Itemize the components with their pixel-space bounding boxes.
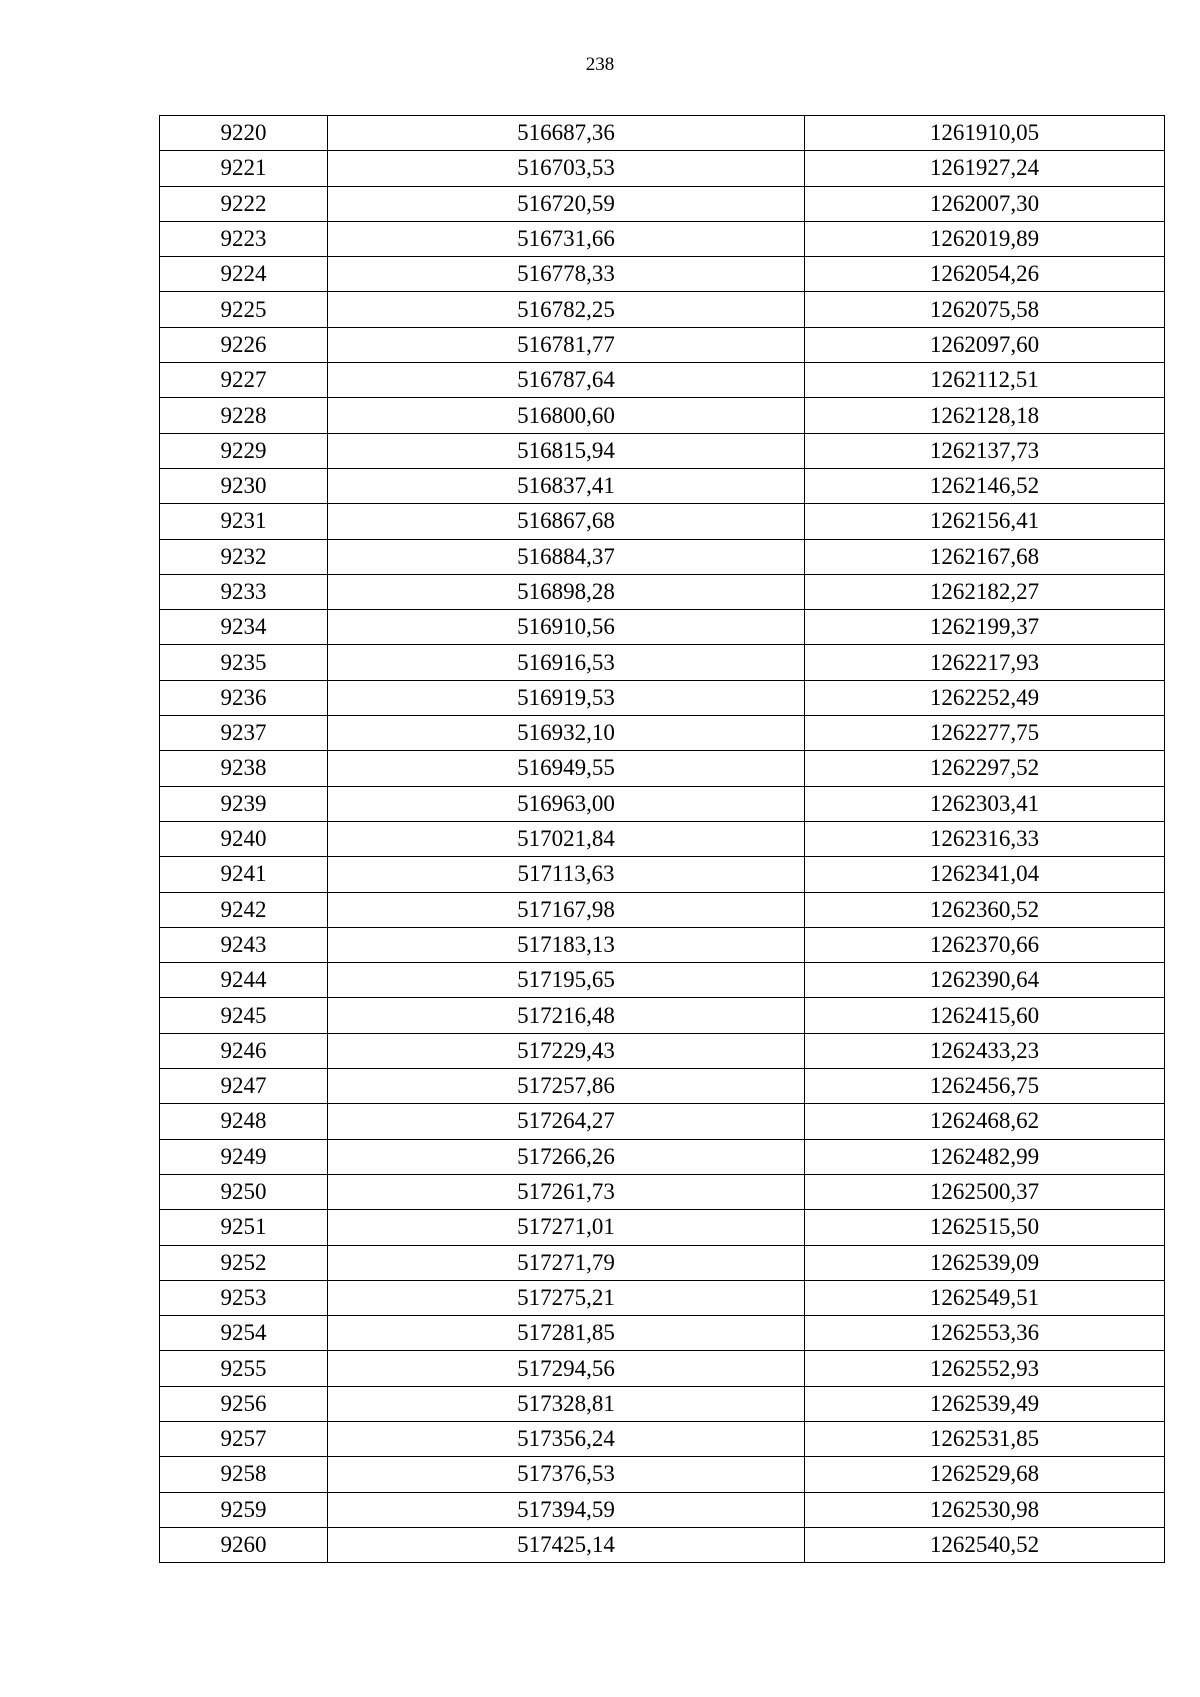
x-coordinate-cell: 517257,86 bbox=[328, 1069, 805, 1104]
y-coordinate-cell: 1262539,49 bbox=[805, 1386, 1165, 1421]
y-coordinate-cell: 1262500,37 bbox=[805, 1174, 1165, 1209]
table-body bbox=[160, 116, 1165, 1563]
point-number-cell: 9223 bbox=[160, 221, 328, 256]
y-coordinate-cell: 1262007,30 bbox=[805, 186, 1165, 221]
x-coordinate-cell: 517294,56 bbox=[328, 1351, 805, 1386]
table-row bbox=[160, 1174, 1165, 1209]
table-row bbox=[160, 151, 1165, 186]
x-coordinate-cell: 517271,01 bbox=[328, 1210, 805, 1245]
point-number-cell: 9229 bbox=[160, 433, 328, 468]
y-coordinate-cell: 1262156,41 bbox=[805, 504, 1165, 539]
y-coordinate-cell: 1262540,52 bbox=[805, 1527, 1165, 1562]
y-coordinate-cell: 1262530,98 bbox=[805, 1492, 1165, 1527]
table-row bbox=[160, 716, 1165, 751]
x-coordinate-cell: 516898,28 bbox=[328, 574, 805, 609]
x-coordinate-cell: 516782,25 bbox=[328, 292, 805, 327]
table-row bbox=[160, 186, 1165, 221]
table-row bbox=[160, 751, 1165, 786]
x-coordinate-cell: 517264,27 bbox=[328, 1104, 805, 1139]
x-coordinate-cell: 516932,10 bbox=[328, 716, 805, 751]
table-row bbox=[160, 363, 1165, 398]
y-coordinate-cell: 1262549,51 bbox=[805, 1280, 1165, 1315]
y-coordinate-cell: 1262167,68 bbox=[805, 539, 1165, 574]
y-coordinate-cell: 1262128,18 bbox=[805, 398, 1165, 433]
point-number-cell: 9220 bbox=[160, 116, 328, 151]
point-number-cell: 9249 bbox=[160, 1139, 328, 1174]
x-coordinate-cell: 517271,79 bbox=[328, 1245, 805, 1280]
point-number-cell: 9259 bbox=[160, 1492, 328, 1527]
x-coordinate-cell: 517425,14 bbox=[328, 1527, 805, 1562]
coordinates-table bbox=[159, 115, 1165, 1563]
y-coordinate-cell: 1262360,52 bbox=[805, 892, 1165, 927]
x-coordinate-cell: 516703,53 bbox=[328, 151, 805, 186]
table-row bbox=[160, 1527, 1165, 1562]
table-row bbox=[160, 327, 1165, 362]
table-row bbox=[160, 574, 1165, 609]
table-row bbox=[160, 998, 1165, 1033]
point-number-cell: 9241 bbox=[160, 857, 328, 892]
y-coordinate-cell: 1262531,85 bbox=[805, 1421, 1165, 1456]
x-coordinate-cell: 517328,81 bbox=[328, 1386, 805, 1421]
table-row bbox=[160, 821, 1165, 856]
table-row bbox=[160, 963, 1165, 998]
table-row bbox=[160, 116, 1165, 151]
point-number-cell: 9234 bbox=[160, 610, 328, 645]
table-row bbox=[160, 857, 1165, 892]
x-coordinate-cell: 516963,00 bbox=[328, 786, 805, 821]
x-coordinate-cell: 517021,84 bbox=[328, 821, 805, 856]
table-row bbox=[160, 1033, 1165, 1068]
point-number-cell: 9221 bbox=[160, 151, 328, 186]
x-coordinate-cell: 517281,85 bbox=[328, 1316, 805, 1351]
x-coordinate-cell: 516720,59 bbox=[328, 186, 805, 221]
point-number-cell: 9256 bbox=[160, 1386, 328, 1421]
y-coordinate-cell: 1262019,89 bbox=[805, 221, 1165, 256]
x-coordinate-cell: 516781,77 bbox=[328, 327, 805, 362]
y-coordinate-cell: 1262097,60 bbox=[805, 327, 1165, 362]
point-number-cell: 9258 bbox=[160, 1457, 328, 1492]
point-number-cell: 9227 bbox=[160, 363, 328, 398]
table-row bbox=[160, 468, 1165, 503]
point-number-cell: 9230 bbox=[160, 468, 328, 503]
point-number-cell: 9243 bbox=[160, 927, 328, 962]
table-row bbox=[160, 1210, 1165, 1245]
table-row bbox=[160, 892, 1165, 927]
table-row bbox=[160, 1069, 1165, 1104]
table-row bbox=[160, 1139, 1165, 1174]
y-coordinate-cell: 1262297,52 bbox=[805, 751, 1165, 786]
x-coordinate-cell: 517275,21 bbox=[328, 1280, 805, 1315]
table-row bbox=[160, 786, 1165, 821]
x-coordinate-cell: 516731,66 bbox=[328, 221, 805, 256]
x-coordinate-cell: 516687,36 bbox=[328, 116, 805, 151]
y-coordinate-cell: 1262182,27 bbox=[805, 574, 1165, 609]
point-number-cell: 9248 bbox=[160, 1104, 328, 1139]
y-coordinate-cell: 1262553,36 bbox=[805, 1316, 1165, 1351]
x-coordinate-cell: 517376,53 bbox=[328, 1457, 805, 1492]
x-coordinate-cell: 516910,56 bbox=[328, 610, 805, 645]
point-number-cell: 9245 bbox=[160, 998, 328, 1033]
y-coordinate-cell: 1262433,23 bbox=[805, 1033, 1165, 1068]
y-coordinate-cell: 1262515,50 bbox=[805, 1210, 1165, 1245]
point-number-cell: 9254 bbox=[160, 1316, 328, 1351]
y-coordinate-cell: 1262341,04 bbox=[805, 857, 1165, 892]
page-number: 238 bbox=[585, 54, 615, 75]
point-number-cell: 9226 bbox=[160, 327, 328, 362]
y-coordinate-cell: 1262217,93 bbox=[805, 645, 1165, 680]
point-number-cell: 9240 bbox=[160, 821, 328, 856]
x-coordinate-cell: 516867,68 bbox=[328, 504, 805, 539]
table-row bbox=[160, 539, 1165, 574]
point-number-cell: 9255 bbox=[160, 1351, 328, 1386]
table-row bbox=[160, 1104, 1165, 1139]
x-coordinate-cell: 516778,33 bbox=[328, 257, 805, 292]
y-coordinate-cell: 1262112,51 bbox=[805, 363, 1165, 398]
y-coordinate-cell: 1262277,75 bbox=[805, 716, 1165, 751]
point-number-cell: 9235 bbox=[160, 645, 328, 680]
point-number-cell: 9222 bbox=[160, 186, 328, 221]
point-number-cell: 9250 bbox=[160, 1174, 328, 1209]
x-coordinate-cell: 516815,94 bbox=[328, 433, 805, 468]
table-row bbox=[160, 1492, 1165, 1527]
x-coordinate-cell: 517183,13 bbox=[328, 927, 805, 962]
point-number-cell: 9232 bbox=[160, 539, 328, 574]
x-coordinate-cell: 517195,65 bbox=[328, 963, 805, 998]
x-coordinate-cell: 516800,60 bbox=[328, 398, 805, 433]
point-number-cell: 9247 bbox=[160, 1069, 328, 1104]
y-coordinate-cell: 1262370,66 bbox=[805, 927, 1165, 962]
y-coordinate-cell: 1262539,09 bbox=[805, 1245, 1165, 1280]
point-number-cell: 9224 bbox=[160, 257, 328, 292]
y-coordinate-cell: 1262146,52 bbox=[805, 468, 1165, 503]
table-row bbox=[160, 1351, 1165, 1386]
x-coordinate-cell: 517261,73 bbox=[328, 1174, 805, 1209]
table-row bbox=[160, 610, 1165, 645]
y-coordinate-cell: 1262075,58 bbox=[805, 292, 1165, 327]
x-coordinate-cell: 517216,48 bbox=[328, 998, 805, 1033]
y-coordinate-cell: 1262137,73 bbox=[805, 433, 1165, 468]
y-coordinate-cell: 1262303,41 bbox=[805, 786, 1165, 821]
y-coordinate-cell: 1262468,62 bbox=[805, 1104, 1165, 1139]
table-row bbox=[160, 1316, 1165, 1351]
table-row bbox=[160, 645, 1165, 680]
y-coordinate-cell: 1262252,49 bbox=[805, 680, 1165, 715]
point-number-cell: 9239 bbox=[160, 786, 328, 821]
y-coordinate-cell: 1262415,60 bbox=[805, 998, 1165, 1033]
y-coordinate-cell: 1262199,37 bbox=[805, 610, 1165, 645]
point-number-cell: 9253 bbox=[160, 1280, 328, 1315]
x-coordinate-cell: 517356,24 bbox=[328, 1421, 805, 1456]
y-coordinate-cell: 1262482,99 bbox=[805, 1139, 1165, 1174]
y-coordinate-cell: 1262552,93 bbox=[805, 1351, 1165, 1386]
y-coordinate-cell: 1261927,24 bbox=[805, 151, 1165, 186]
point-number-cell: 9228 bbox=[160, 398, 328, 433]
x-coordinate-cell: 517113,63 bbox=[328, 857, 805, 892]
point-number-cell: 9225 bbox=[160, 292, 328, 327]
y-coordinate-cell: 1261910,05 bbox=[805, 116, 1165, 151]
point-number-cell: 9238 bbox=[160, 751, 328, 786]
point-number-cell: 9233 bbox=[160, 574, 328, 609]
point-number-cell: 9231 bbox=[160, 504, 328, 539]
y-coordinate-cell: 1262054,26 bbox=[805, 257, 1165, 292]
point-number-cell: 9257 bbox=[160, 1421, 328, 1456]
x-coordinate-cell: 516916,53 bbox=[328, 645, 805, 680]
point-number-cell: 9244 bbox=[160, 963, 328, 998]
y-coordinate-cell: 1262390,64 bbox=[805, 963, 1165, 998]
table-row bbox=[160, 1386, 1165, 1421]
y-coordinate-cell: 1262316,33 bbox=[805, 821, 1165, 856]
table-row bbox=[160, 398, 1165, 433]
y-coordinate-cell: 1262529,68 bbox=[805, 1457, 1165, 1492]
table-row bbox=[160, 257, 1165, 292]
point-number-cell: 9251 bbox=[160, 1210, 328, 1245]
x-coordinate-cell: 517394,59 bbox=[328, 1492, 805, 1527]
x-coordinate-cell: 516837,41 bbox=[328, 468, 805, 503]
x-coordinate-cell: 516884,37 bbox=[328, 539, 805, 574]
table-row bbox=[160, 1457, 1165, 1492]
x-coordinate-cell: 516949,55 bbox=[328, 751, 805, 786]
x-coordinate-cell: 517167,98 bbox=[328, 892, 805, 927]
y-coordinate-cell: 1262456,75 bbox=[805, 1069, 1165, 1104]
table-row bbox=[160, 221, 1165, 256]
table-row bbox=[160, 1280, 1165, 1315]
point-number-cell: 9236 bbox=[160, 680, 328, 715]
table-row bbox=[160, 504, 1165, 539]
table-row bbox=[160, 927, 1165, 962]
table-row bbox=[160, 680, 1165, 715]
point-number-cell: 9246 bbox=[160, 1033, 328, 1068]
point-number-cell: 9252 bbox=[160, 1245, 328, 1280]
point-number-cell: 9260 bbox=[160, 1527, 328, 1562]
point-number-cell: 9237 bbox=[160, 716, 328, 751]
x-coordinate-cell: 516787,64 bbox=[328, 363, 805, 398]
point-number-cell: 9242 bbox=[160, 892, 328, 927]
table-row bbox=[160, 433, 1165, 468]
x-coordinate-cell: 516919,53 bbox=[328, 680, 805, 715]
table-row bbox=[160, 1421, 1165, 1456]
table-row bbox=[160, 292, 1165, 327]
x-coordinate-cell: 517266,26 bbox=[328, 1139, 805, 1174]
x-coordinate-cell: 517229,43 bbox=[328, 1033, 805, 1068]
table-row bbox=[160, 1245, 1165, 1280]
